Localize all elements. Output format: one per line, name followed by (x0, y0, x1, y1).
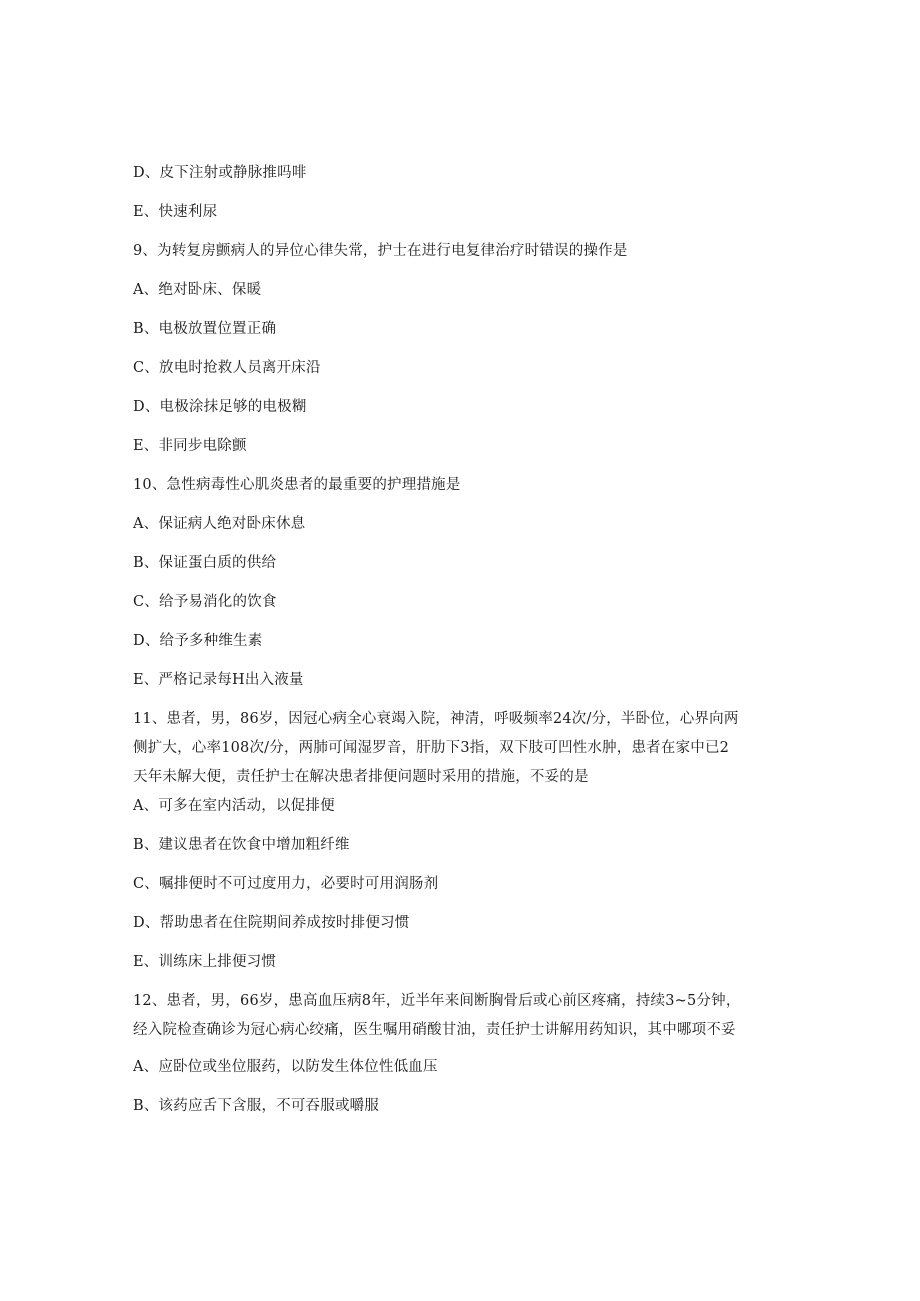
question-9: 9、为转复房颤病人的异位心律失常，护士在进行电复律治疗时错误的操作是 (133, 243, 628, 259)
option-b-q9: B、电极放置位置正确 (133, 321, 277, 337)
option-e-q10: E、严格记录每H出入液量 (133, 672, 304, 688)
question-11-line-3: 天年未解大便，责任护士在解决患者排便问题时采用的措施，不妥的是 (133, 769, 589, 785)
question-10: 10、急性病毒性心肌炎患者的最重要的护理措施是 (133, 477, 461, 493)
option-b-q12: B、该药应舌下含服，不可吞服或嚼服 (133, 1098, 380, 1114)
option-e-q11: E、训练床上排便习惯 (133, 954, 277, 970)
option-b-q11: B、建议患者在饮食中增加粗纤维 (133, 837, 350, 853)
option-c-q11: C、嘱排便时不可过度用力，必要时可用润肠剂 (133, 876, 439, 892)
option-d-q10: D、给予多种维生素 (133, 633, 263, 649)
option-a-q10: A、保证病人绝对卧床休息 (133, 516, 306, 532)
question-11-line-1: 11、患者，男，86岁，因冠心病全心衰竭入院，神清，呼吸频率24次/分，半卧位，心界向两 (133, 711, 739, 727)
question-12-line-1: 12、患者，男，66岁，患高血压病8年，近半年来间断胸骨后或心前区疼痛，持续3~5分钟， (133, 993, 741, 1009)
question-11-line-2: 侧扩大，心率108次/分，两肺可闻湿罗音，肝肋下3指，双下肢可凹性水肿，患者在家中已2 (133, 740, 730, 756)
option-c-q10: C、给予易消化的饮食 (133, 594, 277, 610)
option-d-q11: D、帮助患者在住院期间养成按时排便习惯 (133, 915, 410, 931)
option-d-q8: D、皮下注射或静脉推吗啡 (133, 165, 307, 181)
option-e-q8: E、快速利尿 (133, 204, 218, 220)
option-a-q12: A、应卧位或坐位服药，以防发生体位性低血压 (133, 1059, 438, 1075)
question-12-line-2: 经入院检查确诊为冠心病心绞痛，医生嘱用硝酸甘油，责任护士讲解用药知识，其中哪项不妥 (133, 1022, 736, 1038)
option-c-q9: C、放电时抢救人员离开床沿 (133, 360, 321, 376)
option-e-q9: E、非同步电除颤 (133, 438, 247, 454)
option-a-q9: A、绝对卧床、保暖 (133, 282, 262, 298)
option-a-q11: A、可多在室内活动，以促排便 (133, 798, 335, 814)
option-d-q9: D、电极涂抹足够的电极糊 (133, 399, 307, 415)
option-b-q10: B、保证蛋白质的供给 (133, 555, 277, 571)
